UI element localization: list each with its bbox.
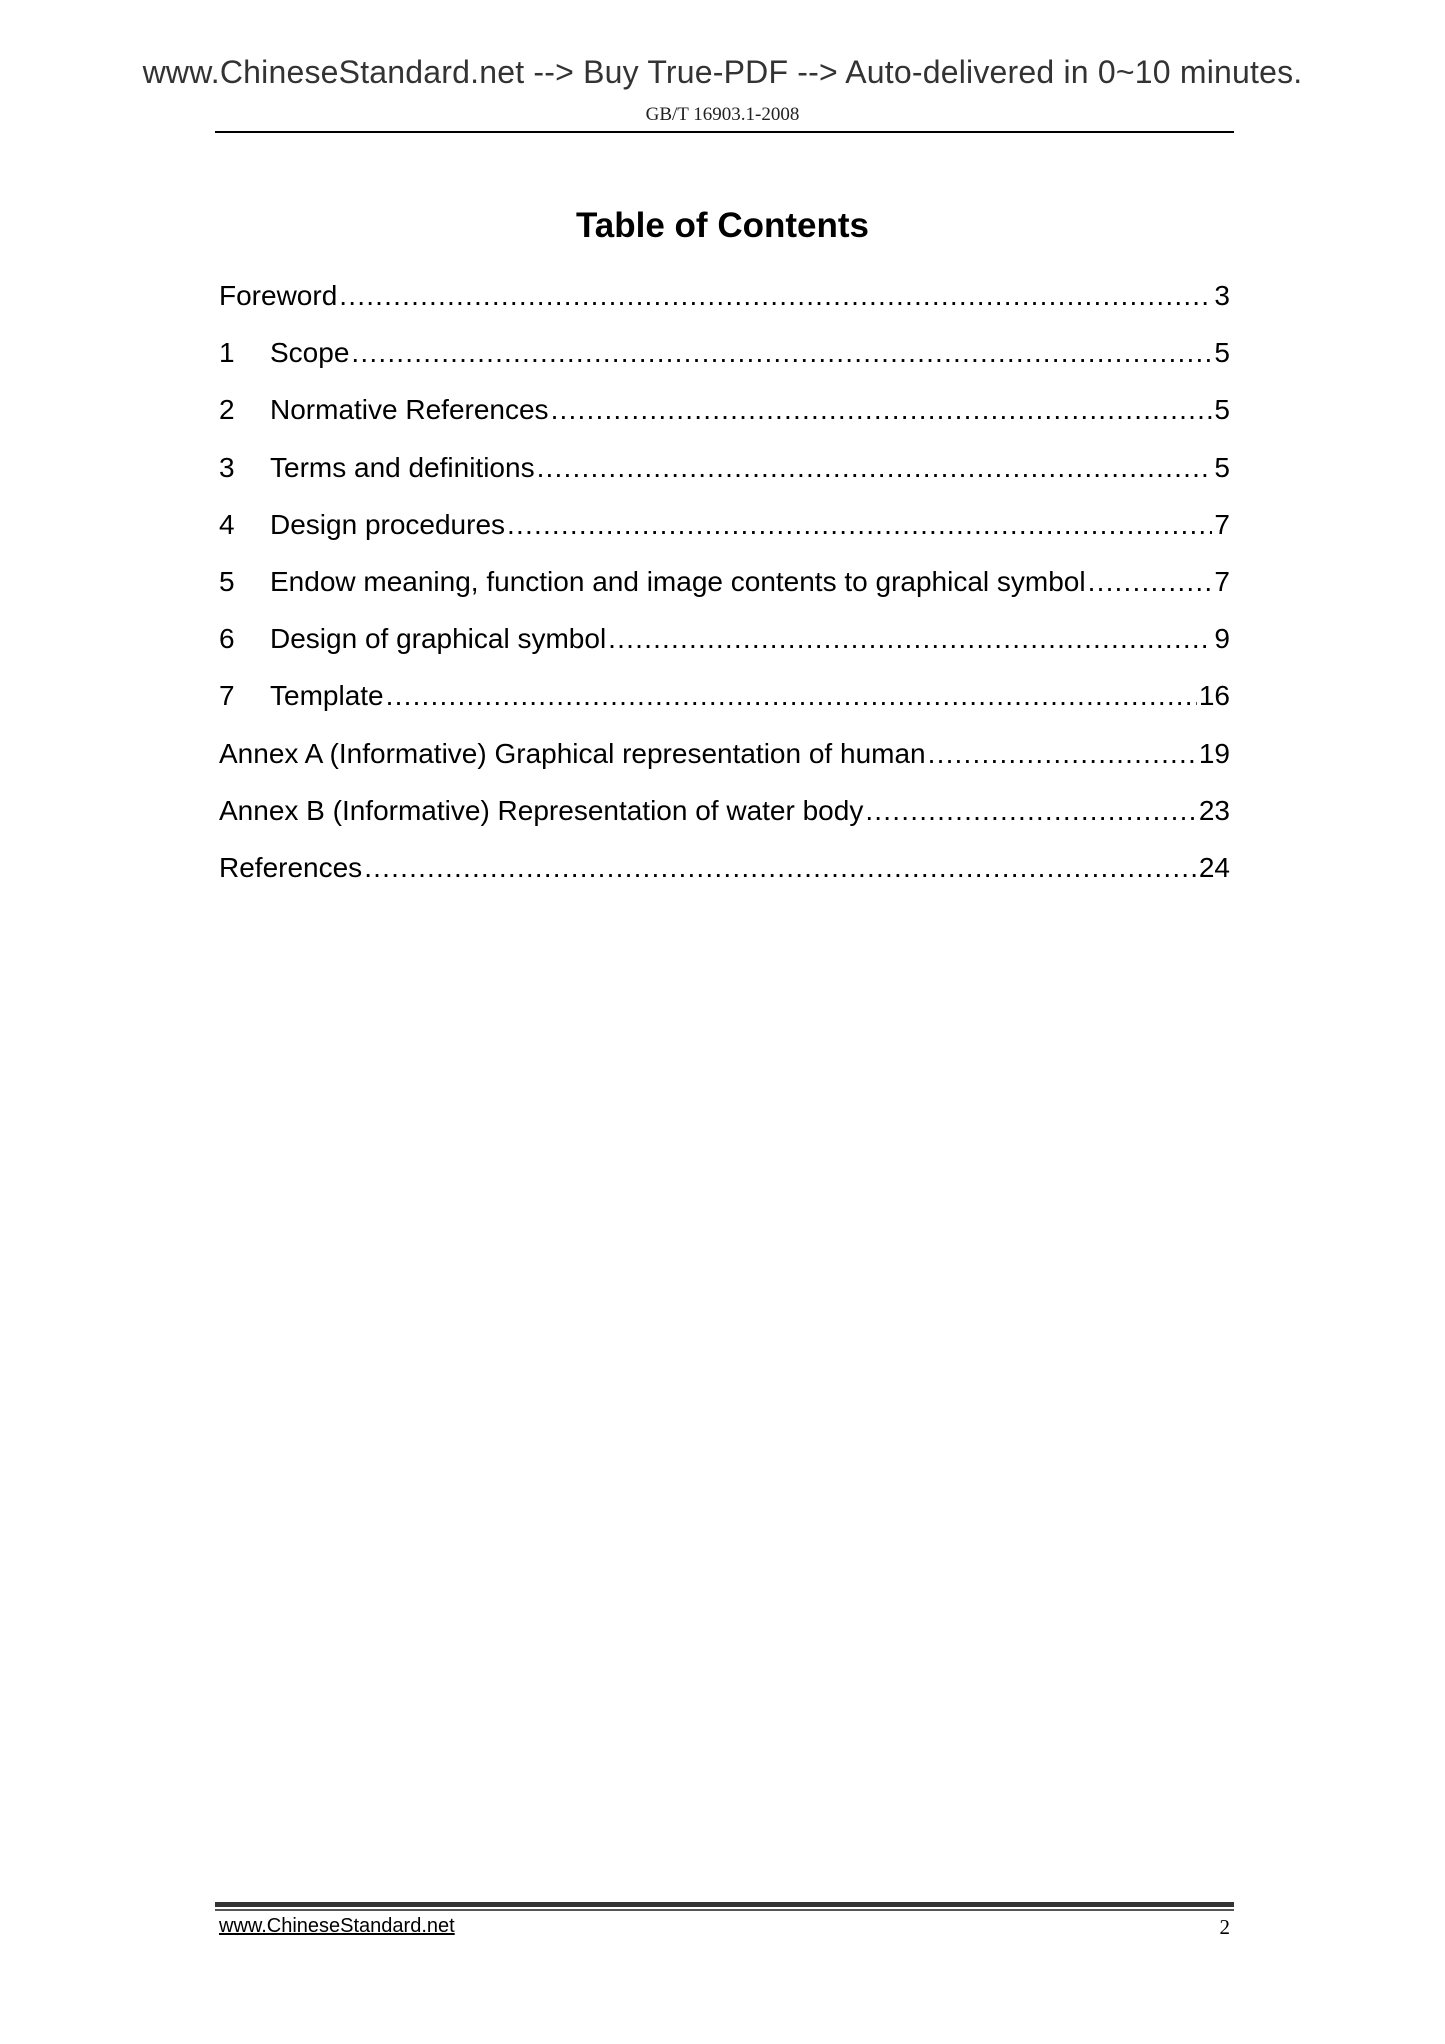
toc-entry-endow-meaning[interactable]	[219, 566, 1230, 623]
toc-entry-number: 4	[219, 508, 235, 540]
toc-entry-references[interactable]	[219, 852, 1230, 909]
toc-entry-text: Annex A (Informative) Graphical representation of human	[219, 737, 926, 769]
toc-entry-number: 1	[219, 337, 235, 369]
toc-entry-page: 23	[1198, 794, 1230, 826]
toc-leader-dots	[386, 680, 1197, 712]
toc-entry-text: Annex B (Informative) Representation of water body	[219, 794, 864, 826]
toc-entry-text: Normative References	[270, 394, 549, 426]
footer-site-link[interactable]: www.ChineseStandard.net	[219, 1915, 455, 1937]
toc-entry-text: References	[219, 851, 363, 883]
toc-entry-page: 19	[1198, 737, 1230, 769]
toc-entry-scope[interactable]	[219, 337, 1230, 394]
footer-divider-thin	[215, 1909, 1234, 1911]
toc-entry-design-procedures[interactable]	[219, 509, 1230, 566]
toc-entry-page: 9	[1214, 623, 1230, 655]
toc-list	[219, 280, 1230, 909]
toc-entry-annex-a[interactable]	[219, 738, 1230, 795]
toc-entry-page: 3	[1214, 280, 1230, 311]
toc-entry-text: Design procedures	[270, 508, 506, 540]
toc-entry-text: Foreword	[219, 280, 338, 311]
toc-entry-text: Design of graphical symbol	[270, 623, 607, 655]
toc-entry-normative-references[interactable]	[219, 394, 1230, 451]
toc-entry-text: Endow meaning, function and image contents to graphical symbol	[270, 565, 1086, 597]
footer-divider-thick	[215, 1902, 1234, 1907]
toc-entry-page: 24	[1198, 851, 1230, 883]
toc-leader-dots	[928, 738, 1197, 770]
toc-leader-dots	[507, 509, 1212, 541]
toc-entry-number: 6	[219, 623, 235, 655]
toc-leader-dots	[339, 280, 1212, 312]
site-banner: www.ChineseStandard.net --> Buy True-PDF --> Auto-delivered in 0~10 minutes.	[142, 54, 1303, 90]
toc-leader-dots	[1088, 566, 1213, 598]
toc-entry-page: 5	[1214, 337, 1230, 369]
toc-leader-dots	[364, 852, 1197, 884]
toc-leader-dots	[537, 452, 1213, 484]
header-divider	[215, 131, 1234, 133]
toc-entry-text: Terms and definitions	[270, 451, 535, 483]
toc-entry-number: 7	[219, 680, 235, 712]
page-number: 2	[1219, 1915, 1230, 1939]
toc-entry-template[interactable]	[219, 680, 1230, 737]
toc-entry-foreword[interactable]	[219, 280, 1230, 337]
toc-entry-page: 7	[1214, 508, 1230, 540]
toc-title: Table of Contents	[576, 206, 869, 245]
toc-entry-number: 2	[219, 394, 235, 426]
toc-entry-number: 5	[219, 565, 235, 597]
toc-entry-page: 16	[1198, 680, 1230, 712]
toc-leader-dots	[608, 623, 1212, 655]
toc-entry-terms-and-definitions[interactable]	[219, 452, 1230, 509]
toc-entry-text: Scope	[270, 337, 350, 369]
toc-entry-text: Template	[270, 680, 384, 712]
toc-leader-dots	[865, 795, 1197, 827]
toc-entry-page: 7	[1214, 565, 1230, 597]
toc-leader-dots	[551, 394, 1213, 426]
toc-entry-number: 3	[219, 451, 235, 483]
toc-entry-annex-b[interactable]	[219, 795, 1230, 852]
toc-leader-dots	[351, 337, 1212, 369]
toc-entry-page: 5	[1214, 394, 1230, 426]
toc-entry-design-of-graphical-symbol[interactable]	[219, 623, 1230, 680]
toc-entry-page: 5	[1214, 451, 1230, 483]
standard-code: GB/T 16903.1-2008	[645, 104, 800, 125]
